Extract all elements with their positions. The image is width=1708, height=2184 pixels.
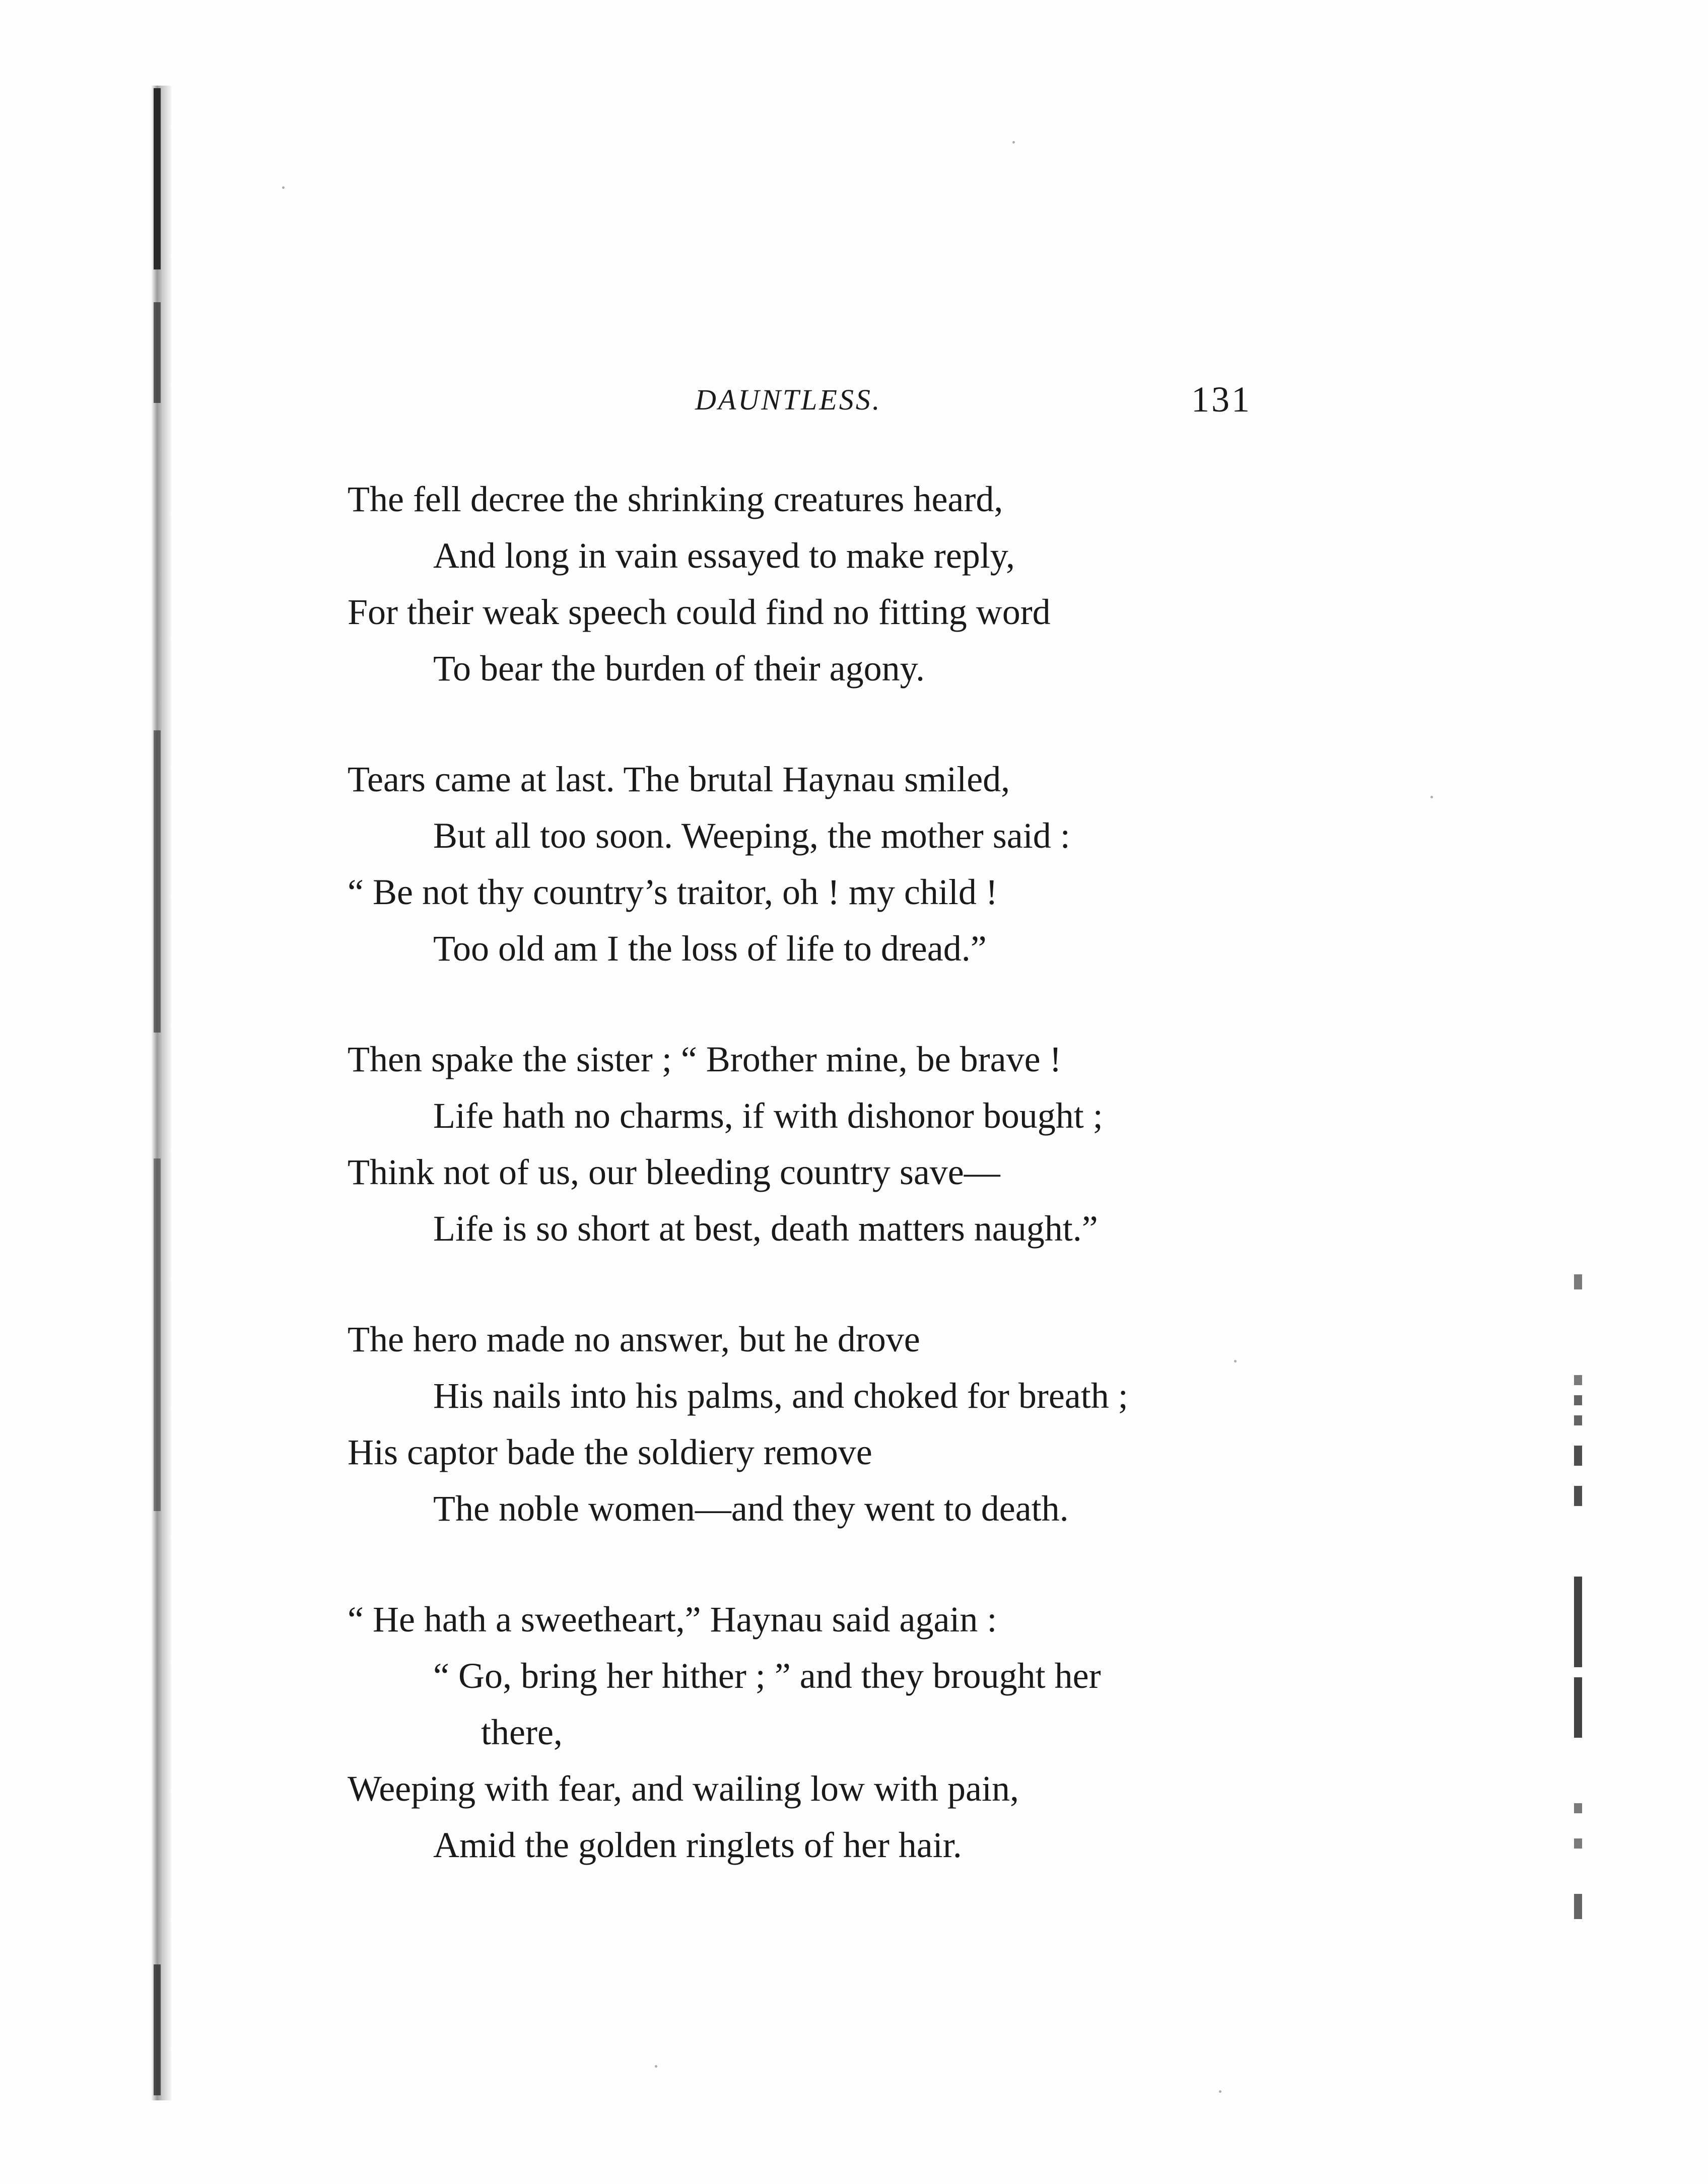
- verse-line: His nails into his palms, and choked for breath ;: [433, 1376, 1128, 1416]
- scan-speck: [1219, 2090, 1221, 2093]
- verse-line: Amid the golden ringlets of her hair.: [433, 1825, 962, 1865]
- running-title: DAUNTLESS.: [695, 383, 882, 416]
- poem-body: [348, 471, 1355, 1928]
- edge-mark: [1574, 1415, 1582, 1425]
- edge-mark: [1574, 1894, 1582, 1919]
- verse-line: Think not of us, our bleeding country save—: [348, 1152, 1000, 1192]
- verse-line: “ Go, bring her hither ; ” and they brought her: [433, 1656, 1101, 1696]
- verse-line: Weeping with fear, and wailing low with pain,: [348, 1768, 1019, 1809]
- stanza: [348, 1591, 1355, 1873]
- page-header: [0, 379, 1708, 433]
- edge-mark: [1574, 1677, 1582, 1738]
- stanza: [348, 1031, 1355, 1257]
- edge-mark: [1574, 1486, 1582, 1506]
- edge-mark: [1574, 1803, 1582, 1813]
- stanza: [348, 1311, 1355, 1537]
- verse-line: The hero made no answer, but he drove: [348, 1319, 920, 1359]
- verse-line: “ Be not thy country’s traitor, oh ! my child !: [348, 872, 998, 912]
- verse-line: To bear the burden of their agony.: [433, 648, 925, 689]
- scan-speck: [282, 186, 285, 189]
- verse-line: “ He hath a sweetheart,” Haynau said again :: [348, 1599, 997, 1640]
- verse-line: His captor bade the soldiery remove: [348, 1432, 872, 1472]
- verse-line: Tears came at last. The brutal Haynau smiled,: [348, 759, 1010, 799]
- scan-speck: [655, 2065, 657, 2068]
- edge-mark: [1574, 1838, 1582, 1849]
- edge-mark: [1574, 1577, 1582, 1667]
- binding-mark: [154, 88, 161, 269]
- verse-line: Life hath no charms, if with dishonor bought ;: [433, 1096, 1103, 1136]
- verse-line: The fell decree the shrinking creatures heard,: [348, 479, 1003, 519]
- edge-mark: [1574, 1446, 1582, 1466]
- edge-mark: [1574, 1395, 1582, 1405]
- verse-line: Then spake the sister ; “ Brother mine, be brave !: [348, 1039, 1062, 1079]
- right-edge-marks: [1574, 1234, 1584, 1939]
- binding-mark: [154, 1158, 161, 1511]
- stanza: [348, 751, 1355, 977]
- verse-line: Too old am I the loss of life to dread.”: [433, 928, 987, 969]
- verse-line: The noble women—and they went to death.: [433, 1488, 1069, 1529]
- binding-mark: [154, 730, 161, 1033]
- edge-mark: [1574, 1274, 1582, 1289]
- verse-line: Life is so short at best, death matters naught.”: [433, 1208, 1098, 1249]
- verse-line: And long in vain essayed to make reply,: [433, 535, 1015, 576]
- verse-line-continuation: there,: [481, 1712, 563, 1752]
- verse-line: For their weak speech could find no fitting word: [348, 592, 1051, 632]
- stanza: [348, 471, 1355, 697]
- edge-mark: [1574, 1375, 1582, 1385]
- binding-mark: [154, 1964, 161, 2095]
- page-number: 131: [1191, 379, 1252, 420]
- scan-speck: [1012, 141, 1015, 144]
- verse-line: But all too soon. Weeping, the mother said :: [433, 815, 1070, 856]
- scan-speck: [1430, 796, 1433, 798]
